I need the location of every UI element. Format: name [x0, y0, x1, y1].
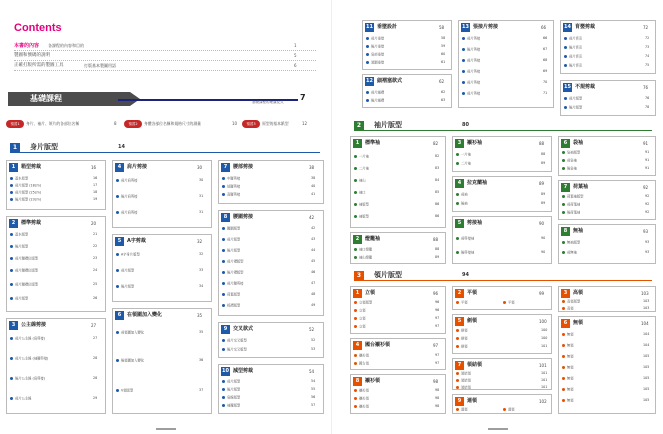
- section-3-number: 3: [354, 271, 364, 280]
- toc-box-1: 1 箱型剪裁 16 基本原型 16 前片版型 (18cm) 17 前片版型 (25cm) 18 後片版型 (23cm) 19: [6, 160, 106, 210]
- toc-divider: [14, 50, 316, 51]
- preview-page-2: 10: [232, 121, 238, 126]
- toc-label-2: 製圖和號碼的說明: [14, 53, 50, 58]
- toc-page-1: 1: [294, 43, 297, 48]
- collar-box-3: 3 高領 103 高領版型 103 高領 103: [558, 286, 656, 312]
- section-3-rule: [354, 280, 652, 281]
- sleeve-box-4: 4 拉克蘭袖 89 前袖 89 後袖 89: [452, 176, 552, 212]
- toc-box-4: 4 肩片剪接 30 前片肩剪接 30 後片肩剪接 31 前片肩剪接 31: [112, 160, 212, 228]
- collar-box-1: 1 立領 96 立領版型 96 立領 96 立領 97 立領 97: [350, 286, 446, 334]
- sleeve-box-7: 7 荷葉袖 92 荷葉袖版型 92 前荷葉袖 92 後荷葉袖 92: [558, 180, 656, 220]
- section-1-rule: [10, 152, 320, 153]
- toc-box-10: 10 減型剪裁 54 前片版型 54 後片版型 55 肩線版型 56 袖襱版型 57: [218, 364, 324, 414]
- section-1-number: 1: [10, 143, 20, 152]
- preview-page-3: 12: [302, 121, 308, 126]
- collar-box-6: 6 無領 104 無領 104 無領 104 無領 105 無領 105 無領 105 無領 105 無領 105: [558, 316, 656, 414]
- sleeve-box-3: 3 襯衫袖 88 一片袖 88 二片袖 89: [452, 136, 552, 172]
- section-3-title: 領片版型: [374, 271, 402, 279]
- left-page: [0, 0, 331, 434]
- right-page: [332, 0, 663, 434]
- page-marker-right: [488, 428, 508, 430]
- toc-divider: [14, 60, 316, 61]
- basic-note: 基礎課程的理論及式: [252, 100, 284, 104]
- section-2-number: 2: [354, 121, 364, 130]
- toc-box-3: 3 公主線剪接 27 前片公主線 (肩剪接) 27 前片公主線 (袖襱剪接) 28 後片公主線 (肩剪接) 28 前片公主線 29: [6, 318, 106, 414]
- toc-box-15: 15 不規剪裁 76 前片版型 76 後片版型 78: [560, 80, 656, 116]
- collar-box-8: 8 襯衫領 98 襯衫領 98 襯衫領 98 襯衫領 98: [350, 374, 446, 414]
- sleeve-box-6: 6 袋袖 91 袋袖版型 91 前袋袖 91 後袋袖 91: [558, 136, 656, 176]
- contents-title: Contents: [14, 22, 62, 34]
- basic-page: 7: [300, 93, 306, 102]
- collar-box-2: 2 平領 99 平領 平領: [452, 286, 552, 310]
- sleeve-box-1: 1 標準袖 82 一片袖 82 二片袖 83 袖山 84 袖口 85 袖版型 86 袖版型 86: [350, 136, 446, 228]
- toc-divider: [14, 70, 316, 71]
- toc-desc-1: 各課程的內容和目的: [48, 43, 84, 48]
- section-1-header: [6, 142, 322, 153]
- toc-box-9: 9 交叉款式 52 前片交叉版型 52 後片交叉版型 53: [218, 322, 324, 358]
- collar-box-7: 7 領結領 101 領結領 101 領結領 101 領結領 101: [452, 358, 552, 390]
- toc-label-1: 本書的內容: [14, 43, 40, 49]
- section-2-rule: [354, 130, 652, 131]
- section-3-page: 94: [462, 272, 469, 278]
- collar-box-4: 4 國台襯衫領 97 襯衫領 97 國台領 97: [350, 338, 446, 370]
- toc-box-12: 12 細褶塞款式 62 前片細褶 62 後片細褶 63: [362, 74, 452, 108]
- toc-box-8: 8 腰圍剪接 42 腰圍版型 42 前片版型 43 後片版型 44 前片褶版型 45 後片褶版型 46 前片腰剪接 47 荷葉版型 48 抓褶版型 49: [218, 210, 324, 316]
- preview-badge-3: 預習3: [242, 120, 260, 128]
- preview-text-2: 身體各部位名稱和規格尺寸的測量: [144, 121, 201, 126]
- toc-page-3: 6: [294, 63, 297, 68]
- section-2-header: [350, 120, 656, 131]
- toc-label-3: 正確打版所需的製圖工具: [14, 63, 64, 68]
- sleeve-box-2: 2 燈籠袖 88 袖口燈籠 88 袖山燈籠 89: [350, 232, 446, 264]
- section-2-page: 80: [462, 122, 469, 128]
- section-3-header: [350, 270, 656, 281]
- toc-box-13: 13 張接片剪接 66 前片剪接 66 後片剪接 67 前片剪接 68 前片剪接 69 前片剪接 70 前片剪接 71: [458, 20, 554, 108]
- section-1-page: 14: [118, 144, 125, 150]
- preview-text-1: 身片、袖片、領片的各部位名稱: [26, 121, 80, 126]
- basic-course-banner: 基礎課程: [8, 92, 130, 106]
- toc-page-2: 5: [294, 53, 297, 58]
- sleeve-box-8: 8 無袖 93 無袖版型 93 前無袖 93: [558, 224, 656, 264]
- toc-box-5: 5 A字剪裁 32 A字身片版型 32 前片版型 33 後片版型 34: [112, 234, 212, 302]
- page-marker-left: [156, 428, 176, 430]
- toc-box-11: 11 垂墜設計 58 前片垂墜 58 後片垂墜 59 肩部垂墜 60 領圍垂墜 61: [362, 20, 452, 70]
- sleeve-box-5: 5 剪接袖 90 前剪接袖 90 後剪接袖 90: [452, 216, 552, 264]
- collar-box-5: 5 劍領 100 劍領 100 劍領 100 劍領 101: [452, 314, 552, 354]
- toc-box-7: 7 腰部剪接 38 中腰剪接 38 低腰剪接 40 高腰剪接 41: [218, 160, 324, 204]
- section-2-title: 袖片版型: [374, 121, 402, 129]
- toc-desc-3: 打版基本製圖用語: [84, 63, 116, 68]
- toc-box-14: 14 育嬰剪裁 72 前片育克 72 後片育克 73 前片育克 74 後片育克 75: [560, 20, 656, 74]
- preview-text-3: 原型的基本紙型: [262, 121, 289, 126]
- preview-page-1: 8: [114, 121, 117, 126]
- preview-badge-1: 預習1: [6, 120, 24, 128]
- toc-box-6: 6 在領圍加入變化 35 前領圍加入變化 35 後領圍加入變化 36 V領版型 37: [112, 308, 212, 414]
- collar-box-9: 9 連領 102 連領 連領: [452, 394, 552, 414]
- toc-box-2: 2 標準剪裁 20 基本版型 21 後片版型 22 前片腰褶位版型 23 前片腰褶位版型 24 前片腰褶位版型 25 前片版型 26: [6, 216, 106, 312]
- section-1-title: 身片版型: [30, 143, 58, 151]
- preview-badge-2: 預習2: [124, 120, 142, 128]
